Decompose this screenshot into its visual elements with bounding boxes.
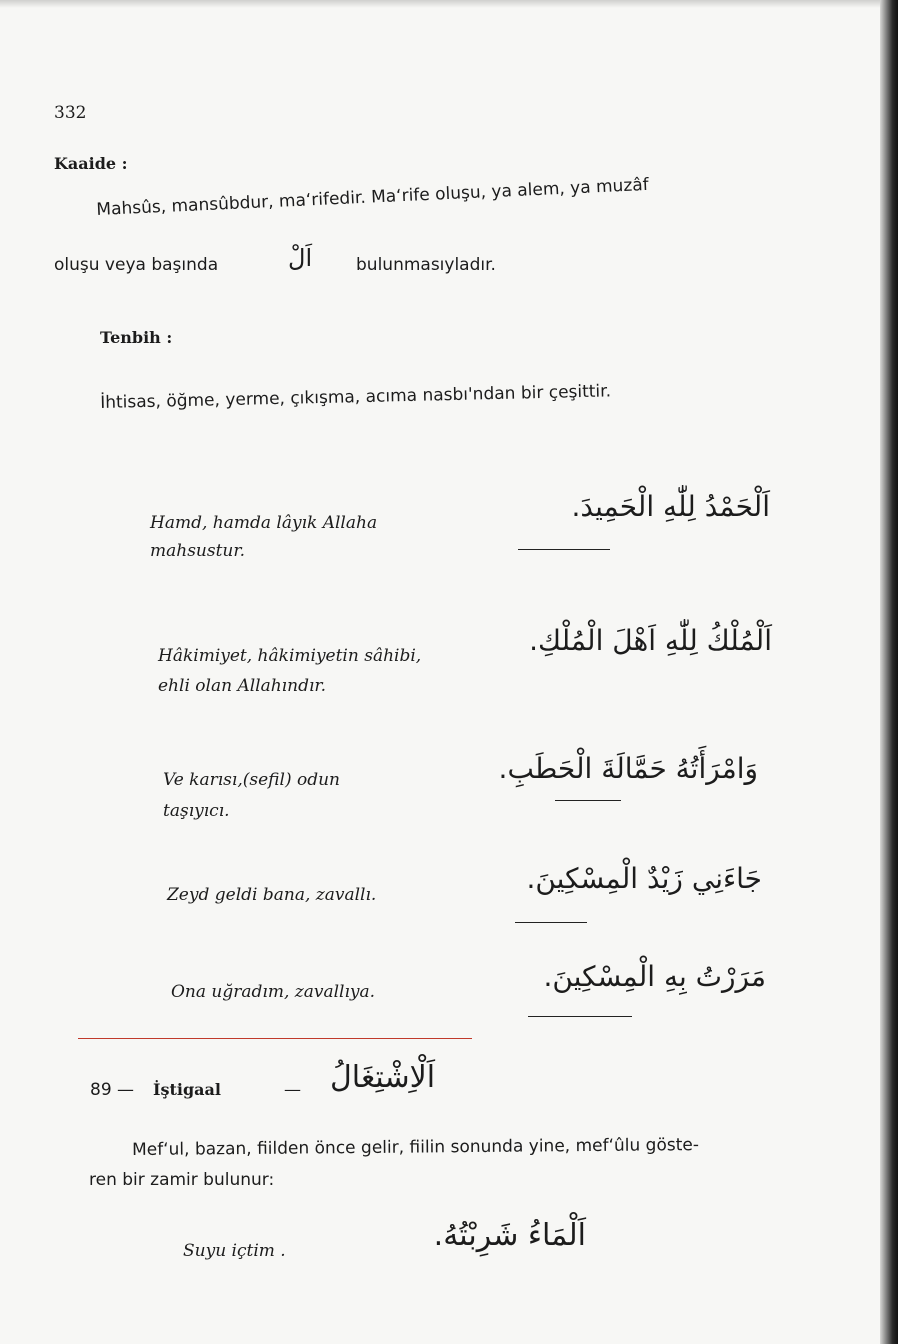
example-1-underline [518, 549, 610, 550]
example-5-arabic: مَرَرْتُ بِهِ الْمِسْكِينَ. [543, 960, 766, 993]
example-5-underline [528, 1016, 632, 1017]
example-3-arabic: وَامْرَأَتُهُ حَمَّالَةَ الْحَطَبِ. [498, 752, 758, 785]
example-3-underline [555, 800, 621, 801]
example-1-translation-line-1: Hamd, hamda lâyık Allaha [150, 513, 378, 533]
section-title: İştigaal [153, 1080, 221, 1099]
example-4-arabic: جَاءَنِي زَيْدٌ الْمِسْكِينَ. [526, 862, 762, 895]
section-example-translation: Suyu içtim . [183, 1241, 286, 1261]
tenbih-heading: Tenbih : [100, 328, 173, 347]
example-3-translation-line-2: taşıyıcı. [163, 801, 230, 821]
scan-right-edge [880, 0, 898, 1344]
example-5-translation: Ona uğradım, zavallıya. [171, 982, 376, 1002]
section-dash: — [284, 1080, 301, 1100]
example-4-underline [515, 922, 587, 923]
example-2-arabic: اَلْمُلْكُ لِلّٰهِ اَهْلَ الْمُلْكِ. [529, 624, 772, 657]
example-1-arabic: اَلْحَمْدُ لِلّٰهِ الْحَمِيدَ. [571, 490, 770, 523]
section-line-1: Mef‘ul, bazan, fiilden önce gelir, fiilin sonunda yine, mef‘ûlu göste- [132, 1135, 700, 1160]
example-2-translation-line-1: Hâkimiyet, hâkimiyetin sâhibi, [158, 646, 422, 666]
kaide-line-2-end: bulunmasıyladır. [356, 255, 496, 275]
example-1-translation-line-2: mahsustur. [150, 541, 246, 561]
kaide-line-2-start: oluşu veya başında [54, 255, 219, 275]
page-number: 332 [54, 103, 87, 123]
section-line-2: ren bir zamir bulunur: [89, 1170, 275, 1190]
example-4-translation: Zeyd geldi bana, zavallı. [167, 885, 377, 905]
kaide-arabic-article: اَلْ [288, 244, 313, 272]
section-number: 89 — [90, 1080, 135, 1100]
example-3-translation-line-1: Ve karısı,(sefil) odun [163, 770, 340, 790]
tenbih-line: İhtisas, öğme, yerme, çıkışma, acıma nasbı'ndan bir çeşittir. [100, 381, 612, 413]
section-divider [78, 1038, 472, 1039]
section-example-arabic: اَلْمَاءُ شَرِبْتُهُ. [433, 1218, 586, 1253]
section-arabic-title: اَلْاِشْتِغَالُ [330, 1060, 436, 1095]
scan-top-edge [0, 0, 898, 8]
example-2-translation-line-2: ehli olan Allahındır. [158, 676, 327, 696]
kaide-line-1: Mahsûs, mansûbdur, ma‘rifedir. Ma‘rife oluşu, ya alem, ya muzâf [96, 174, 650, 220]
kaide-heading: Kaaide : [54, 154, 128, 173]
